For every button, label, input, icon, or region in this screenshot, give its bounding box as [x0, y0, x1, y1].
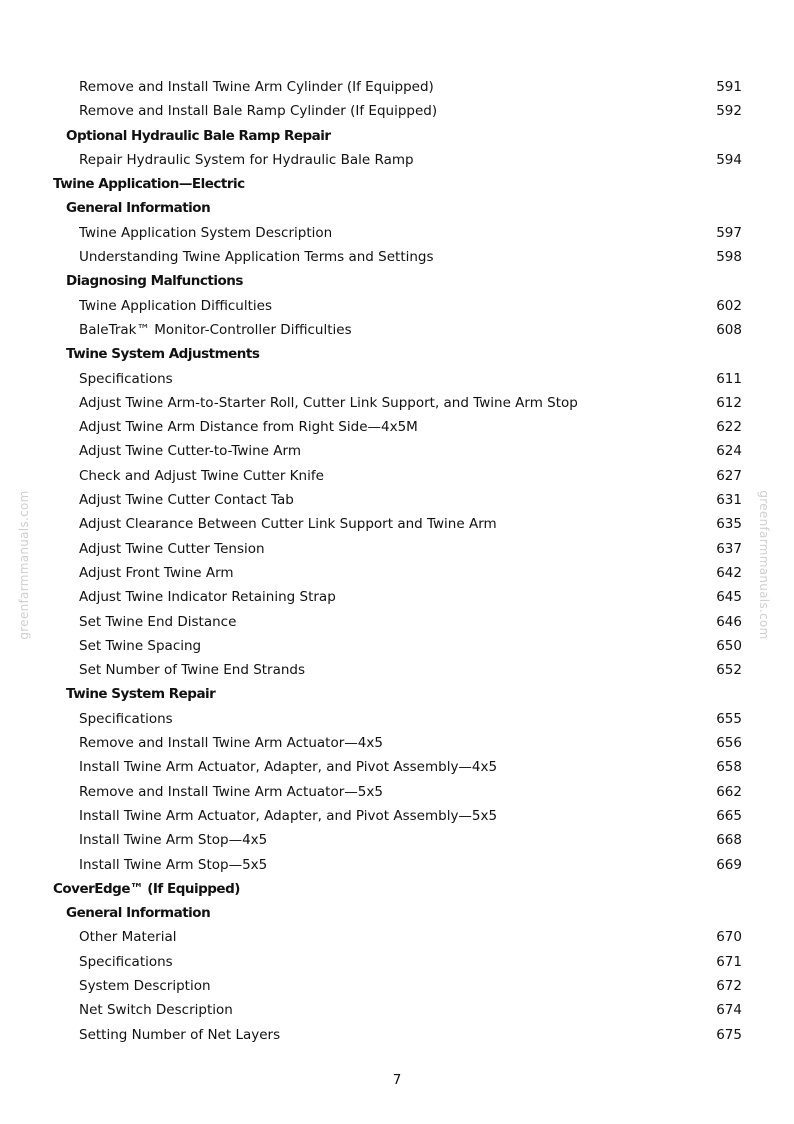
toc-entry-title: Install Twine Arm Stop—4x5 [79, 832, 268, 849]
toc-entry-page-number: 671 [716, 953, 742, 970]
toc-entry-page-number: 652 [716, 662, 742, 679]
toc-entry-page-number: 602 [716, 297, 742, 314]
toc-entry-title: Understanding Twine Application Terms and Settings [79, 249, 434, 266]
toc-entry-title: Remove and Install Twine Arm Actuator—5x5 [79, 783, 383, 800]
toc-entry-page-number: 608 [716, 321, 742, 338]
toc-entry-page-number: 662 [716, 783, 742, 800]
toc-entry[interactable] [0, 537, 794, 561]
toc-entry-page-number: 672 [716, 977, 742, 994]
toc-entry-title: Twine Application—Electric [53, 176, 245, 193]
toc-entry-page-number: 635 [716, 516, 742, 533]
toc-entry[interactable] [0, 75, 794, 99]
toc-entry[interactable] [0, 828, 794, 852]
toc-entry-title: BaleTrak™ Monitor-Controller Difficulties [79, 321, 352, 338]
toc-entry[interactable] [0, 925, 794, 949]
toc-entry-title: Specifications [79, 370, 173, 387]
toc-entry-title: Repair Hydraulic System for Hydraulic Bale Ramp [79, 151, 414, 168]
toc-entry[interactable] [0, 561, 794, 585]
toc-entry-page-number: 624 [716, 443, 742, 460]
toc-entry-title: Set Number of Twine End Strands [79, 662, 306, 679]
toc-entry-title: Adjust Twine Indicator Retaining Strap [79, 589, 336, 606]
toc-subsection-heading[interactable] [0, 342, 794, 366]
toc-entry-title: Remove and Install Twine Arm Actuator—4x5 [79, 735, 383, 752]
toc-entry-title: Check and Adjust Twine Cutter Knife [79, 467, 324, 484]
toc-entry-page-number: 646 [716, 613, 742, 630]
toc-entry-page-number: 592 [716, 103, 742, 120]
toc-entry-page-number: 655 [716, 710, 742, 727]
toc-entry[interactable] [0, 99, 794, 123]
toc-entry-title: Specifications [79, 710, 173, 727]
toc-entry[interactable] [0, 512, 794, 536]
toc-entry-page-number: 622 [716, 419, 742, 436]
toc-entry[interactable] [0, 974, 794, 998]
toc-entry[interactable] [0, 950, 794, 974]
toc-entry[interactable] [0, 1023, 794, 1047]
toc-entry[interactable] [0, 998, 794, 1022]
toc-entry[interactable] [0, 415, 794, 439]
toc-entry-page-number: 669 [716, 856, 742, 873]
toc-entry-title: Adjust Twine Arm Distance from Right Side—4x5M [79, 419, 418, 436]
toc-entry-title: Adjust Twine Cutter Contact Tab [79, 492, 294, 509]
toc-subsection-heading[interactable] [0, 196, 794, 220]
toc-entry-page-number: 670 [716, 929, 742, 946]
toc-entry-title: Adjust Clearance Between Cutter Link Support and Twine Arm [79, 516, 497, 533]
toc-entry-title: Net Switch Description [79, 1002, 233, 1019]
toc-subsection-heading[interactable] [0, 901, 794, 925]
toc-entry-page-number: 591 [716, 79, 742, 95]
toc-entry-title: General Information [66, 905, 211, 922]
toc-entry[interactable] [0, 318, 794, 342]
toc-entry-title: Install Twine Arm Actuator, Adapter, and Pivot Assembly—4x5 [79, 759, 498, 776]
toc-entry-title: Twine System Adjustments [66, 346, 260, 363]
toc-entry-title: Adjust Twine Arm-to-Starter Roll, Cutter Link Support, and Twine Arm Stop [79, 394, 578, 411]
toc-entry-title: Set Twine Spacing [79, 637, 202, 654]
toc-entry-title: Adjust Front Twine Arm [79, 564, 234, 581]
toc-entry-title: CoverEdge™ (If Equipped) [53, 880, 240, 897]
toc-entry-title: Twine Application Difficulties [79, 297, 272, 314]
toc-entry-page-number: 631 [716, 492, 742, 509]
toc-entry-page-number: 611 [716, 370, 742, 387]
toc-entry-page-number: 668 [716, 832, 742, 849]
toc-entry[interactable] [0, 391, 794, 415]
toc-entry-title: Remove and Install Bale Ramp Cylinder (If Equipped) [79, 103, 438, 120]
toc-entry-page-number: 594 [716, 151, 742, 168]
toc-entry[interactable] [0, 755, 794, 779]
toc-entry-page-number: 665 [716, 807, 742, 824]
toc-entry[interactable] [0, 148, 794, 172]
toc-section-heading[interactable] [0, 172, 794, 196]
toc-entry-title: Adjust Twine Cutter-to-Twine Arm [79, 443, 301, 460]
table-of-contents [0, 75, 794, 1047]
toc-entry-title: Specifications [79, 953, 173, 970]
toc-entry[interactable] [0, 634, 794, 658]
toc-entry[interactable] [0, 780, 794, 804]
toc-entry-page-number: 627 [716, 467, 742, 484]
toc-subsection-heading[interactable] [0, 682, 794, 706]
toc-subsection-heading[interactable] [0, 124, 794, 148]
toc-entry[interactable] [0, 488, 794, 512]
toc-entry-title: System Description [79, 977, 211, 994]
toc-entry[interactable] [0, 804, 794, 828]
toc-entry-title: Twine Application System Description [79, 224, 333, 241]
watermark-left: greenfarmmanuals.com [17, 490, 31, 640]
toc-entry-page-number: 645 [716, 589, 742, 606]
toc-entry-title: General Information [66, 200, 211, 217]
watermark-right: greenfarmmanuals.com [757, 490, 771, 640]
toc-entry-title: Other Material [79, 929, 177, 946]
toc-entry-title: Adjust Twine Cutter Tension [79, 540, 265, 557]
toc-entry-title: Set Twine End Distance [79, 613, 237, 630]
toc-entry-page-number: 598 [716, 249, 742, 266]
toc-entry[interactable] [0, 464, 794, 488]
toc-entry-title: Diagnosing Malfunctions [66, 273, 243, 290]
toc-entry-title: Install Twine Arm Actuator, Adapter, and Pivot Assembly—5x5 [79, 807, 498, 824]
toc-entry-page-number: 674 [716, 1002, 742, 1019]
toc-section-heading[interactable] [0, 877, 794, 901]
page-number: 7 [392, 1072, 402, 1088]
toc-entry[interactable] [0, 245, 794, 269]
toc-entry-title: Setting Number of Net Layers [79, 1026, 281, 1043]
toc-entry-page-number: 656 [716, 735, 742, 752]
toc-entry[interactable] [0, 610, 794, 634]
toc-entry-title: Optional Hydraulic Bale Ramp Repair [66, 127, 331, 144]
toc-entry-title: Install Twine Arm Stop—5x5 [79, 856, 268, 873]
toc-entry[interactable] [0, 658, 794, 682]
toc-entry[interactable] [0, 585, 794, 609]
toc-entry-title: Remove and Install Twine Arm Cylinder (If Equipped) [79, 79, 434, 95]
toc-entry-page-number: 637 [716, 540, 742, 557]
toc-entry[interactable] [0, 853, 794, 877]
toc-entry[interactable] [0, 221, 794, 245]
toc-entry-page-number: 612 [716, 394, 742, 411]
toc-entry[interactable] [0, 707, 794, 731]
toc-entry-page-number: 675 [716, 1026, 742, 1043]
toc-entry-page-number: 658 [716, 759, 742, 776]
toc-entry[interactable] [0, 367, 794, 391]
toc-entry[interactable] [0, 439, 794, 463]
toc-subsection-heading[interactable] [0, 269, 794, 293]
toc-entry[interactable] [0, 731, 794, 755]
toc-entry[interactable] [0, 294, 794, 318]
toc-entry-title: Twine System Repair [66, 686, 216, 703]
toc-entry-page-number: 642 [716, 564, 742, 581]
toc-entry-page-number: 650 [716, 637, 742, 654]
toc-entry-page-number: 597 [716, 224, 742, 241]
